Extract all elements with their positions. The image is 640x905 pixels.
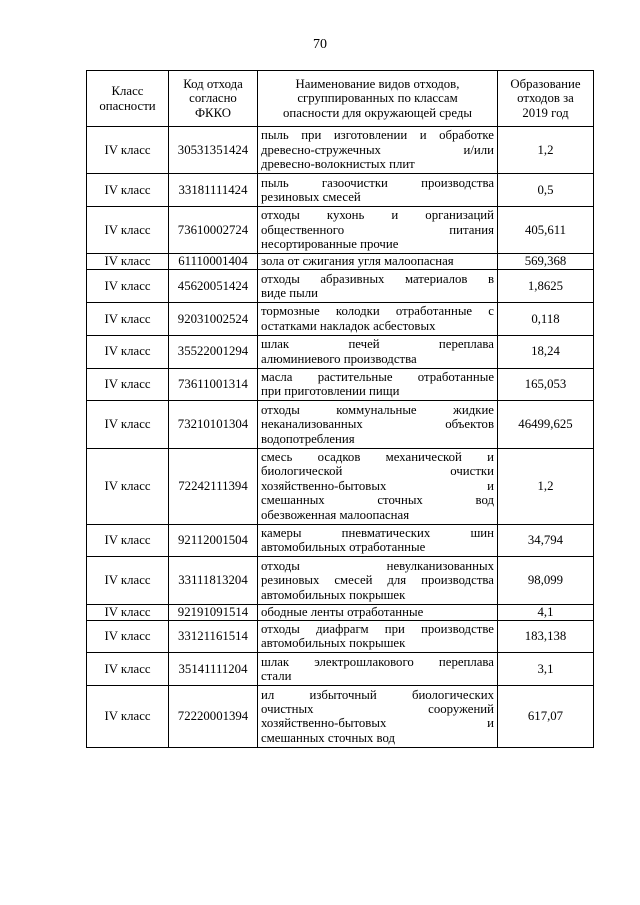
table-row bbox=[87, 557, 594, 604]
waste-name-line: неканализованных объектов bbox=[261, 417, 494, 432]
header-line: сгруппированных по классам bbox=[297, 91, 458, 106]
header-waste-code bbox=[169, 71, 258, 127]
waste-name-cell bbox=[258, 401, 498, 448]
waste-code-cell: 33181111424 bbox=[169, 174, 258, 207]
waste-name-cell bbox=[258, 302, 498, 335]
waste-name-cell bbox=[258, 368, 498, 401]
waste-name-line: шлак печей переплава bbox=[261, 337, 494, 352]
header-line: Наименование видов отходов, bbox=[295, 76, 460, 91]
header-line: опасности bbox=[99, 98, 156, 113]
table-header-row bbox=[87, 71, 594, 127]
hazard-class-cell: IV класс bbox=[87, 254, 169, 270]
waste-name-line: хозяйственно-бытовых и bbox=[261, 478, 494, 493]
waste-name-line: несортированные прочие bbox=[261, 237, 399, 252]
waste-name-line: масла растительные отработанные bbox=[261, 370, 494, 385]
header-line: 2019 год bbox=[522, 105, 569, 120]
table-row bbox=[87, 206, 594, 253]
waste-code-cell: 92112001504 bbox=[169, 524, 258, 557]
waste-code-cell: 73611001314 bbox=[169, 368, 258, 401]
waste-name-line: виде пыли bbox=[261, 286, 318, 301]
waste-name-line: ил избыточный биологических bbox=[261, 687, 494, 702]
waste-name-cell bbox=[258, 557, 498, 604]
waste-name-cell bbox=[258, 686, 498, 748]
hazard-class-cell: IV класс bbox=[87, 604, 169, 620]
amount-cell: 165,053 bbox=[498, 368, 594, 401]
waste-name-line: зола от сжигания угля малоопасная bbox=[261, 254, 454, 269]
hazard-class-cell: IV класс bbox=[87, 127, 169, 174]
table-row bbox=[87, 302, 594, 335]
amount-cell: 0,118 bbox=[498, 302, 594, 335]
hazard-class-cell: IV класс bbox=[87, 524, 169, 557]
header-line: Образование bbox=[510, 76, 581, 91]
waste-code-cell: 33111813204 bbox=[169, 557, 258, 604]
hazard-class-cell: IV класс bbox=[87, 686, 169, 748]
hazard-class-cell: IV класс bbox=[87, 270, 169, 303]
amount-cell: 46499,625 bbox=[498, 401, 594, 448]
waste-name-line: резиновых смесей для производства bbox=[261, 573, 494, 588]
waste-name-cell bbox=[258, 174, 498, 207]
waste-name-line: древесно-стружечных и/или bbox=[261, 142, 494, 157]
header-line: согласно bbox=[189, 91, 237, 106]
waste-name-line: отходы невулканизованных bbox=[261, 558, 494, 573]
header-line: Код отхода bbox=[183, 76, 243, 91]
waste-name-cell bbox=[258, 335, 498, 368]
page-number: 70 bbox=[313, 37, 327, 52]
waste-name-line: тормозные колодки отработанные с bbox=[261, 304, 494, 319]
waste-code-cell: 72242111394 bbox=[169, 448, 258, 524]
waste-code-cell: 30531351424 bbox=[169, 127, 258, 174]
header-amount-2019 bbox=[498, 71, 594, 127]
header-hazard-class bbox=[87, 71, 169, 127]
waste-code-cell: 92191091514 bbox=[169, 604, 258, 620]
waste-name-line: отходы абразивных материалов в bbox=[261, 271, 494, 286]
hazard-class-cell: IV класс bbox=[87, 653, 169, 686]
waste-code-cell: 35522001294 bbox=[169, 335, 258, 368]
hazard-class-cell: IV класс bbox=[87, 335, 169, 368]
header-line: ФККО bbox=[194, 105, 232, 120]
waste-name-cell bbox=[258, 653, 498, 686]
hazard-class-cell: IV класс bbox=[87, 448, 169, 524]
hazard-class-cell: IV класс bbox=[87, 620, 169, 653]
waste-name-line: биологической очистки bbox=[261, 464, 494, 479]
amount-cell: 0,5 bbox=[498, 174, 594, 207]
table-row bbox=[87, 127, 594, 174]
waste-name-line: при приготовлении пищи bbox=[261, 384, 400, 399]
hazard-class-cell: IV класс bbox=[87, 557, 169, 604]
waste-name-line: отходы кухонь и организаций bbox=[261, 208, 494, 223]
amount-cell: 18,24 bbox=[498, 335, 594, 368]
table-body bbox=[87, 127, 594, 748]
waste-name-line: общественного питания bbox=[261, 222, 494, 237]
waste-name-cell bbox=[258, 254, 498, 270]
table-row bbox=[87, 335, 594, 368]
amount-cell: 3,1 bbox=[498, 653, 594, 686]
waste-code-cell: 73210101304 bbox=[169, 401, 258, 448]
waste-table bbox=[86, 70, 594, 748]
waste-name-line: шлак электрошлакового переплава bbox=[261, 654, 494, 669]
table-row bbox=[87, 686, 594, 748]
waste-name-line: очистных сооружений bbox=[261, 702, 494, 717]
waste-name-line: отходы коммунальные жидкие bbox=[261, 402, 494, 417]
waste-code-cell: 92031002524 bbox=[169, 302, 258, 335]
header-line: отходов за bbox=[517, 91, 574, 106]
waste-name-line: отходы диафрагм при производстве bbox=[261, 622, 494, 637]
table-row bbox=[87, 174, 594, 207]
table-row bbox=[87, 254, 594, 270]
waste-code-cell: 35141111204 bbox=[169, 653, 258, 686]
waste-name-line: алюминиевого производства bbox=[261, 351, 417, 366]
amount-cell: 98,099 bbox=[498, 557, 594, 604]
table-row bbox=[87, 368, 594, 401]
waste-name-cell bbox=[258, 620, 498, 653]
table-row bbox=[87, 448, 594, 524]
table-row bbox=[87, 620, 594, 653]
waste-name-line: автомобильных покрышек bbox=[261, 587, 406, 602]
amount-cell: 1,2 bbox=[498, 127, 594, 174]
waste-name-line: водопотребления bbox=[261, 431, 355, 446]
waste-name-line: резиновых смесей bbox=[261, 190, 361, 205]
table-row bbox=[87, 604, 594, 620]
amount-cell: 4,1 bbox=[498, 604, 594, 620]
hazard-class-cell: IV класс bbox=[87, 368, 169, 401]
hazard-class-cell: IV класс bbox=[87, 401, 169, 448]
table-row bbox=[87, 401, 594, 448]
waste-name-cell bbox=[258, 127, 498, 174]
waste-name-line: обезвоженная малоопасная bbox=[261, 507, 410, 522]
waste-name-line: пыль при изготовлении и обработке bbox=[261, 128, 494, 143]
waste-name-line: смешанных сточных вод bbox=[261, 493, 494, 508]
amount-cell: 405,611 bbox=[498, 206, 594, 253]
waste-code-cell: 72220001394 bbox=[169, 686, 258, 748]
waste-name-line: ободные ленты отработанные bbox=[261, 604, 424, 619]
waste-code-cell: 73610002724 bbox=[169, 206, 258, 253]
waste-code-cell: 45620051424 bbox=[169, 270, 258, 303]
hazard-class-cell: IV класс bbox=[87, 174, 169, 207]
waste-name-cell bbox=[258, 604, 498, 620]
amount-cell: 617,07 bbox=[498, 686, 594, 748]
waste-name-line: смешанных сточных вод bbox=[261, 730, 396, 745]
waste-name-line: смесь осадков механической и bbox=[261, 450, 494, 465]
waste-name-cell bbox=[258, 524, 498, 557]
amount-cell: 569,368 bbox=[498, 254, 594, 270]
header-waste-name bbox=[258, 71, 498, 127]
waste-name-line: пыль газоочистки производства bbox=[261, 175, 494, 190]
waste-name-cell bbox=[258, 270, 498, 303]
amount-cell: 183,138 bbox=[498, 620, 594, 653]
header-line: Класс bbox=[111, 84, 144, 99]
hazard-class-cell: IV класс bbox=[87, 206, 169, 253]
waste-name-line: автомобильных покрышек bbox=[261, 636, 406, 651]
amount-cell: 34,794 bbox=[498, 524, 594, 557]
table-row bbox=[87, 653, 594, 686]
waste-code-cell: 33121161514 bbox=[169, 620, 258, 653]
waste-code-cell: 61110001404 bbox=[169, 254, 258, 270]
amount-cell: 1,8625 bbox=[498, 270, 594, 303]
header-line: опасности для окружающей среды bbox=[283, 105, 472, 120]
amount-cell: 1,2 bbox=[498, 448, 594, 524]
hazard-class-cell: IV класс bbox=[87, 302, 169, 335]
waste-name-line: хозяйственно-бытовых и bbox=[261, 716, 494, 731]
waste-name-line: автомобильных отработанные bbox=[261, 540, 426, 555]
waste-name-cell bbox=[258, 206, 498, 253]
waste-name-line: остатками накладок асбестовых bbox=[261, 318, 436, 333]
waste-name-line: стали bbox=[261, 669, 292, 684]
table-row bbox=[87, 270, 594, 303]
waste-name-line: древесно-волокнистых плит bbox=[261, 157, 415, 172]
waste-name-line: камеры пневматических шин bbox=[261, 526, 494, 541]
waste-name-cell bbox=[258, 448, 498, 524]
table-row bbox=[87, 524, 594, 557]
